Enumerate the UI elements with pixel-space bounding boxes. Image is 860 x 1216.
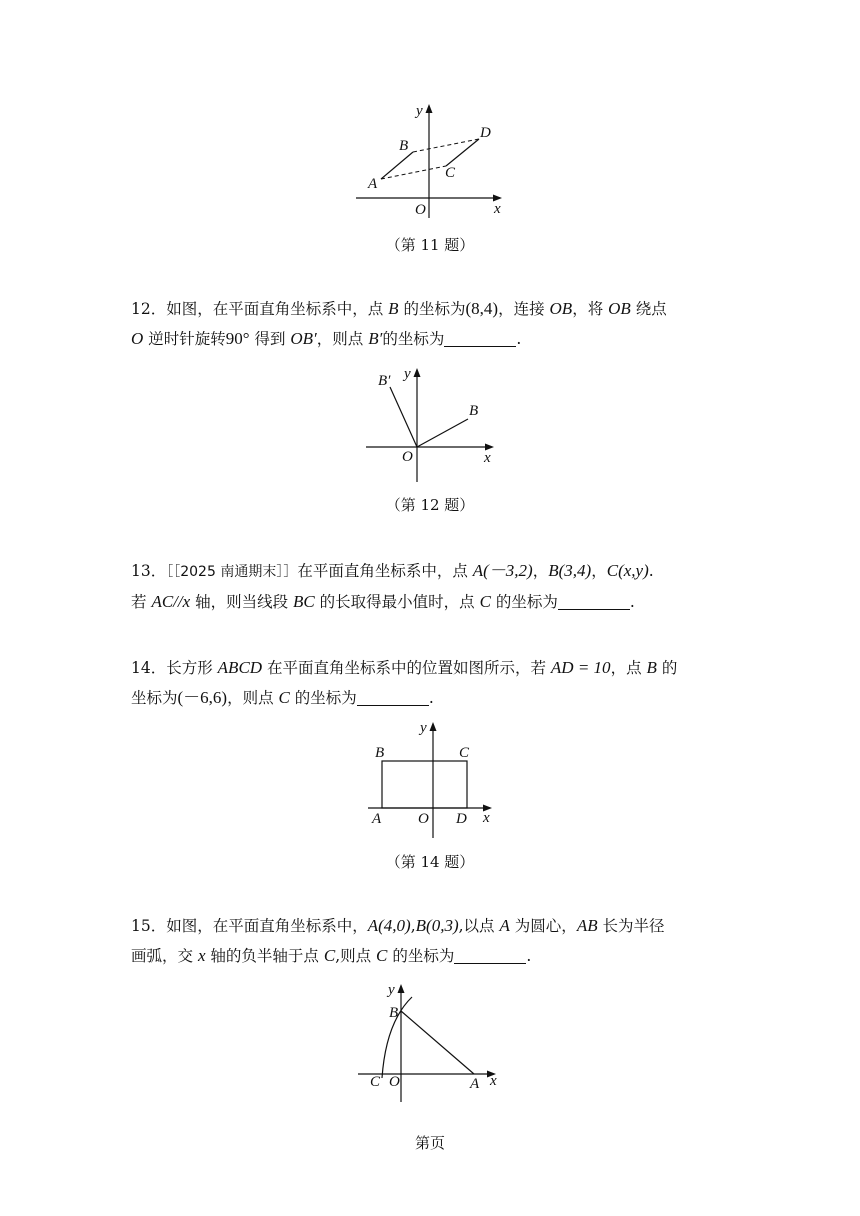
rectangle-ABCD — [382, 761, 467, 808]
label-C: C — [459, 745, 470, 761]
label-D: D — [480, 125, 491, 141]
q12-text: ，连接 — [498, 300, 550, 318]
question-12 — [131, 294, 731, 354]
label-B: B — [469, 403, 479, 419]
segment-AB — [381, 152, 413, 179]
q15-text: ,以点 — [458, 917, 500, 935]
q15-axis-x: x — [197, 946, 206, 965]
label-y: y — [420, 720, 427, 736]
figure-q14 — [362, 716, 512, 841]
q14-line-1 — [131, 653, 731, 683]
label-C: C — [445, 165, 456, 181]
q15-text: , — [410, 917, 416, 935]
q13-text: 轴，则当线段 — [190, 593, 294, 611]
q12-text: ，则点 — [316, 330, 369, 348]
q13-text: 若 — [131, 593, 152, 611]
q15-line-2 — [131, 941, 731, 971]
q13-point-A: A(－3,2) — [472, 561, 533, 580]
dashed-AC — [381, 166, 446, 179]
q14-text: 的坐标为 — [289, 689, 357, 707]
q14-text: ，点 — [610, 659, 647, 677]
answer-blank[interactable] — [444, 328, 516, 347]
q13-point-C: C — [479, 592, 491, 611]
label-B: B — [389, 1005, 399, 1021]
label-A: A — [470, 1076, 480, 1092]
q14-point-C: C — [278, 688, 290, 707]
segment-OB — [417, 419, 468, 447]
q14-number: 14． — [131, 659, 167, 677]
q15-point-A: A — [499, 916, 510, 935]
label-y: y — [404, 366, 411, 382]
q14-line-2 — [131, 683, 731, 713]
q15-point-B: B(0,3) — [415, 916, 459, 935]
q13-parallel: AC//x — [151, 592, 191, 611]
q13-text: 的坐标为 — [490, 593, 558, 611]
y-axis-arrow — [426, 104, 433, 113]
q15-text: 轴的负半轴于点 — [205, 947, 324, 965]
q14-rectangle: ABCD — [217, 658, 263, 677]
label-O: O — [418, 811, 429, 827]
q14-text: 长方形 — [166, 659, 218, 677]
q12-line-1 — [131, 294, 731, 324]
question-14 — [131, 653, 731, 713]
q12-text: ，将 — [572, 300, 609, 318]
q13-point-B: B(3,4) — [548, 561, 592, 580]
q15-text: 如图，在平面直角坐标系中， — [166, 917, 368, 935]
q15-segment-AB: AB — [576, 916, 598, 935]
figure-q15 — [352, 978, 512, 1106]
q14-end: . — [428, 689, 434, 707]
figure-q11 — [350, 98, 510, 223]
q13-line-2 — [131, 587, 731, 617]
q15-text: 为圆心， — [509, 917, 577, 935]
q14-text: 的 — [656, 659, 678, 677]
label-O: O — [402, 449, 413, 465]
label-x: x — [483, 810, 490, 826]
label-O: O — [415, 202, 426, 218]
question-13 — [131, 556, 731, 617]
q13-number: 13． — [131, 562, 167, 580]
q12-coord-B: (8,4) — [465, 299, 499, 318]
label-A: A — [368, 176, 378, 192]
q14-text: 坐标为 — [131, 689, 178, 707]
q13-line-1 — [131, 556, 731, 587]
q14-text: ，则点 — [227, 689, 279, 707]
q12-end: . — [516, 330, 522, 348]
q13-end: . — [629, 593, 635, 611]
caption-q14: （第 14 题） — [385, 853, 475, 871]
q12-segment-OB: OB — [549, 299, 573, 318]
label-Bp: B′ — [378, 373, 391, 389]
q15-point-C: C — [323, 946, 336, 965]
dashed-BD — [413, 139, 479, 152]
q12-angle: 90° — [225, 329, 250, 348]
q15-point-A: A(4,0) — [367, 916, 411, 935]
q12-segment-OBp: OB′ — [290, 329, 317, 348]
label-O: O — [389, 1074, 400, 1090]
q14-length-AD: AD = 10 — [550, 658, 611, 677]
y-axis-arrow — [414, 368, 421, 377]
label-x: x — [484, 450, 491, 466]
segment-AB — [401, 1011, 474, 1074]
q12-text: 的坐标为 — [398, 300, 466, 318]
label-B: B — [399, 138, 409, 154]
caption-q12: （第 12 题） — [385, 496, 475, 514]
label-x: x — [490, 1073, 497, 1089]
q15-text: ,则点 — [335, 947, 377, 965]
q13-text: ， — [532, 562, 549, 580]
segment-CD — [446, 139, 479, 166]
q12-line-2 — [131, 324, 731, 354]
answer-blank[interactable] — [558, 591, 630, 610]
answer-blank[interactable] — [357, 687, 429, 706]
q12-text: 绕点 — [630, 300, 667, 318]
q15-end: . — [526, 947, 532, 965]
q12-text: 如图，在平面直角坐标系中，点 — [166, 300, 389, 318]
q13-text: 在平面直角坐标系中，点 — [297, 562, 473, 580]
y-axis-arrow — [398, 984, 405, 993]
q14-coord-B: (－6,6) — [177, 688, 228, 707]
q12-text: 逆时针旋转 — [143, 330, 226, 348]
q13-text: . — [648, 562, 654, 580]
question-15 — [131, 911, 731, 971]
q13-text: ， — [591, 562, 607, 580]
q13-point-C: C(x,y) — [606, 561, 649, 580]
q13-segment-BC: BC — [293, 592, 315, 611]
label-C: C — [370, 1074, 381, 1090]
figure-q12 — [360, 362, 510, 487]
y-axis-arrow — [430, 722, 437, 731]
q13-source-tag: ［［2025 南通期末］］ — [166, 564, 298, 580]
q12-point-O: O — [131, 329, 144, 348]
q15-text: 的坐标为 — [387, 947, 455, 965]
q12-number: 12． — [131, 300, 167, 318]
label-B: B — [375, 745, 385, 761]
q15-text: 画弧，交 — [131, 947, 198, 965]
q14-text: 在平面直角坐标系中的位置如图所示，若 — [262, 659, 551, 677]
label-D: D — [456, 811, 467, 827]
q15-line-1 — [131, 911, 731, 941]
q12-point-Bp: B′ — [368, 329, 383, 348]
label-y: y — [416, 103, 423, 119]
q15-number: 15． — [131, 917, 167, 935]
q12-point-B: B — [388, 299, 399, 318]
q14-point-B: B — [646, 658, 657, 677]
q13-text: 的长取得最小值时，点 — [314, 593, 480, 611]
label-A: A — [372, 811, 382, 827]
answer-blank[interactable] — [454, 945, 526, 964]
q15-text: 长为半径 — [597, 917, 665, 935]
q15-point-C: C — [376, 946, 388, 965]
label-y: y — [388, 982, 395, 998]
q12-text: 得到 — [249, 330, 291, 348]
q12-segment-OB: OB — [608, 299, 631, 318]
segment-OBp — [390, 387, 417, 447]
page-footer: 第页 — [414, 1134, 445, 1152]
caption-q11: （第 11 题） — [385, 236, 475, 254]
label-x: x — [494, 201, 501, 217]
q12-text: 的坐标为 — [382, 330, 445, 348]
